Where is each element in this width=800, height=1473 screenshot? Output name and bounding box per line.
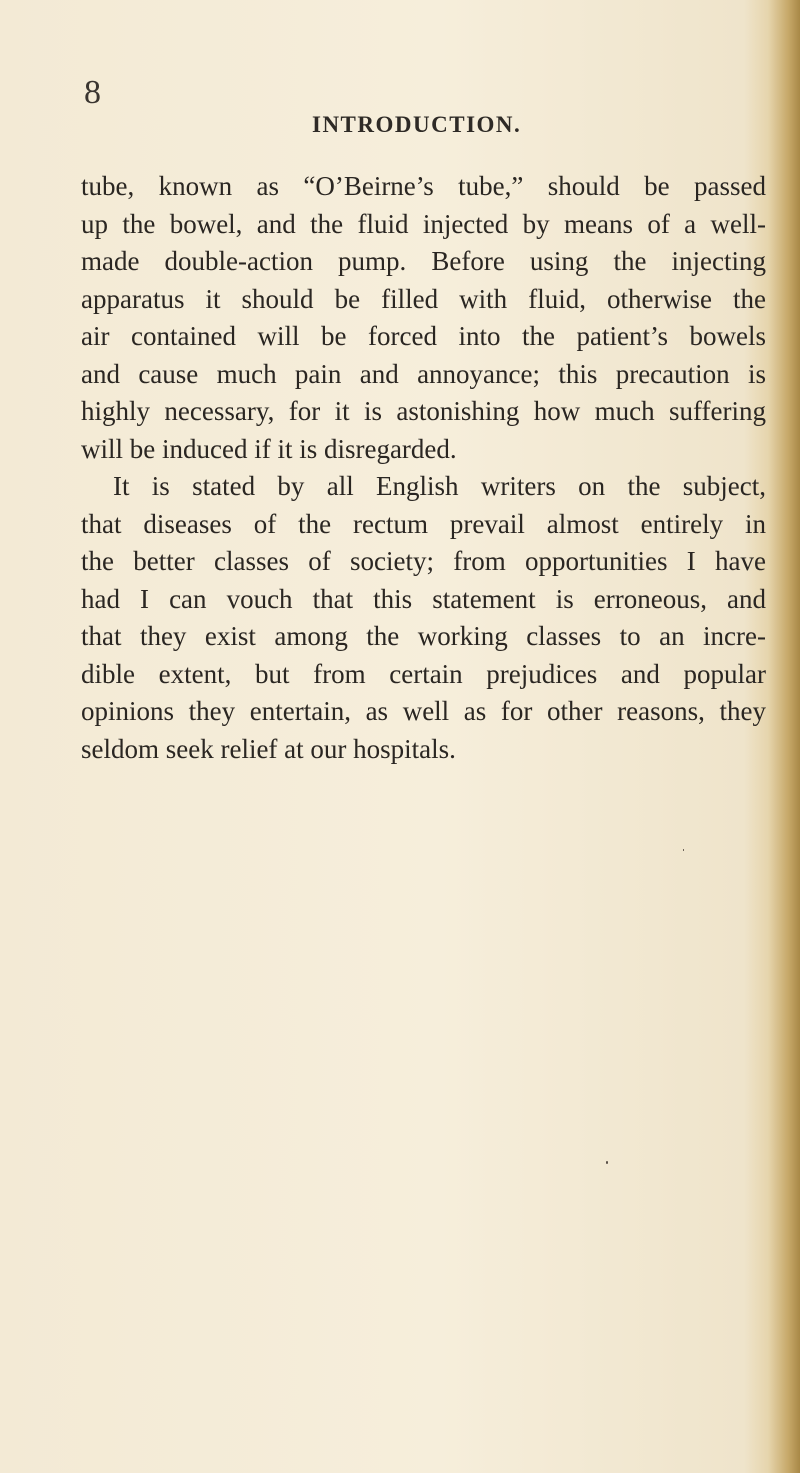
text-line: that diseases of the rectum prevail almost entirely in bbox=[81, 508, 766, 539]
text-line: that they exist among the working classes to an incre- bbox=[81, 621, 766, 651]
text-line: made double-action pump. Before using the injecting bbox=[81, 246, 766, 276]
text-line: will be induced if it is disregarded. bbox=[81, 433, 457, 464]
text-line: dible extent, but from certain prejudices and popular bbox=[81, 658, 766, 689]
text-line: seldom seek relief at our hospitals. bbox=[81, 733, 456, 764]
page-number: 8 bbox=[84, 74, 101, 111]
paper-speck bbox=[606, 1161, 608, 1164]
text-line: the better classes of society; from opportunities I have bbox=[81, 546, 766, 576]
text-line: air contained will be forced into the patient’s bowels bbox=[81, 321, 766, 351]
text-line: up the bowel, and the fluid injected by means of a well- bbox=[81, 208, 766, 239]
text-line: apparatus it should be filled with fluid, otherwise the bbox=[81, 283, 766, 314]
body-text bbox=[81, 168, 766, 768]
running-head: INTRODUCTION. bbox=[312, 112, 522, 137]
paper-speck bbox=[683, 849, 684, 851]
text-line: highly necessary, for it is astonishing how much suffering bbox=[81, 396, 766, 426]
text-line: tube, known as “O’Beirne’s tube,” should be passed bbox=[81, 171, 766, 201]
text-line: It is stated by all English writers on the subject, bbox=[113, 471, 766, 501]
text-line: and cause much pain and annoyance; this precaution is bbox=[81, 358, 766, 389]
text-line: had I can vouch that this statement is erroneous, and bbox=[81, 583, 766, 614]
text-line: opinions they entertain, as well as for other reasons, they bbox=[81, 696, 766, 726]
